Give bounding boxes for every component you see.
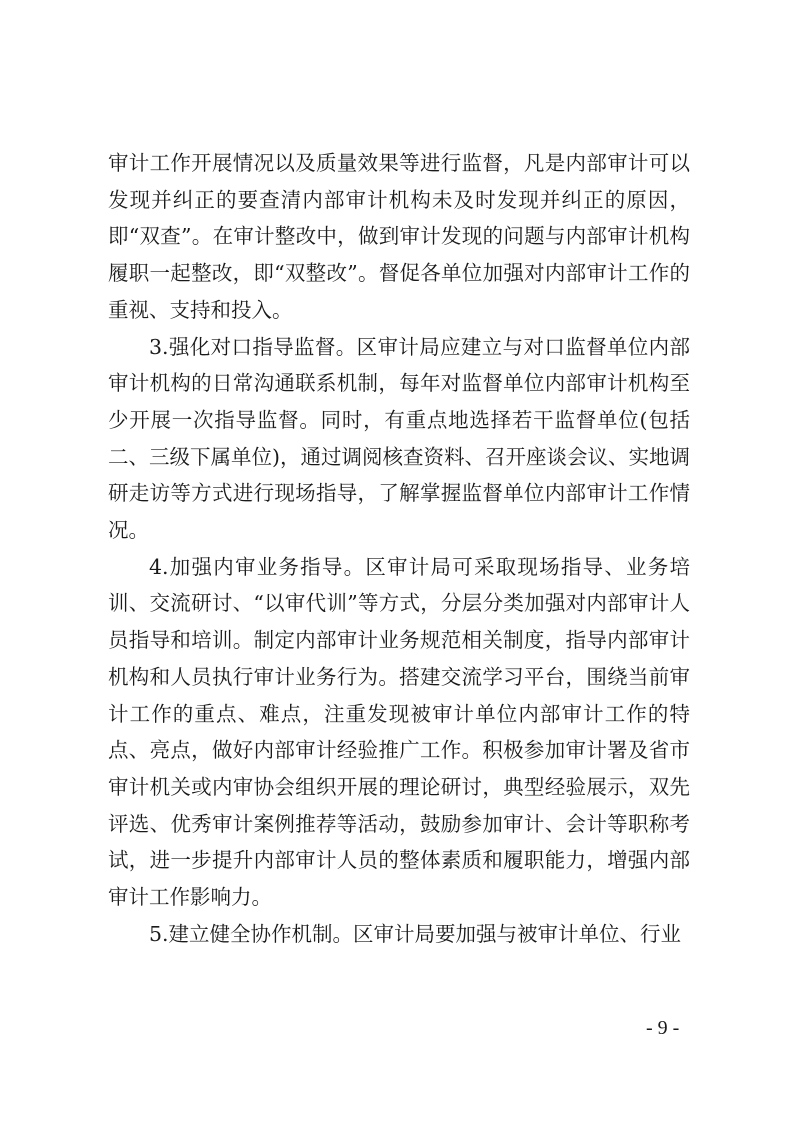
body-text [108, 145, 690, 952]
paragraph-4-business-guidance: 4.加强内审业务指导。区审计局可采取现场指导、业务培训、交流研讨、“以审代训”等方式，分层分类加强对内部审计人员指导和培训。制定内部审计业务规范相关制度，指导内部审计机构和人员执行审计业务行为。搭建交流学习平台，围绕当前审计工作的重点、难点，注重发现被审计单位内部审计工作的特点、亮点，做好内部审计经验推广工作。积极参加审计署及省市审计机关或内审协会组织开展的理论研讨，典型经验展示，双先评选、优秀审计案例推荐等活动，鼓励参加审计、会计等职称考试，进一步提升内部审计人员的整体素质和履职能力，增强内部审计工作影响力。 [108, 554, 690, 910]
paragraph-continuation: 审计工作开展情况以及质量效果等进行监督，凡是内部审计可以发现并纠正的要查清内部审计机构未及时发现并纠正的原因，即“双查”。在审计整改中，做到审计发现的问题与内部审计机构履职一起整改，即“双整改”。督促各单位加强对内部审计工作的重视、支持和投入。 [108, 151, 690, 322]
page-number: - 9 - [646, 1017, 680, 1039]
paragraph-5-collaboration-mechanism: 5.建立健全协作机制。区审计局要加强与被审计单位、行业 [149, 921, 682, 946]
paragraph-3-guidance-supervision: 3.强化对口指导监督。区审计局应建立与对口监督单位内部审计机构的日常沟通联系机制，每年对监督单位内部审计机构至少开展一次指导监督。同时，有重点地选择若干监督单位(包括二、三级下属单位)，通过调阅核查资料、召开座谈会议、实地调研走访等方式进行现场指导，了解掌握监督单位内部审计工作情况。 [108, 334, 690, 543]
